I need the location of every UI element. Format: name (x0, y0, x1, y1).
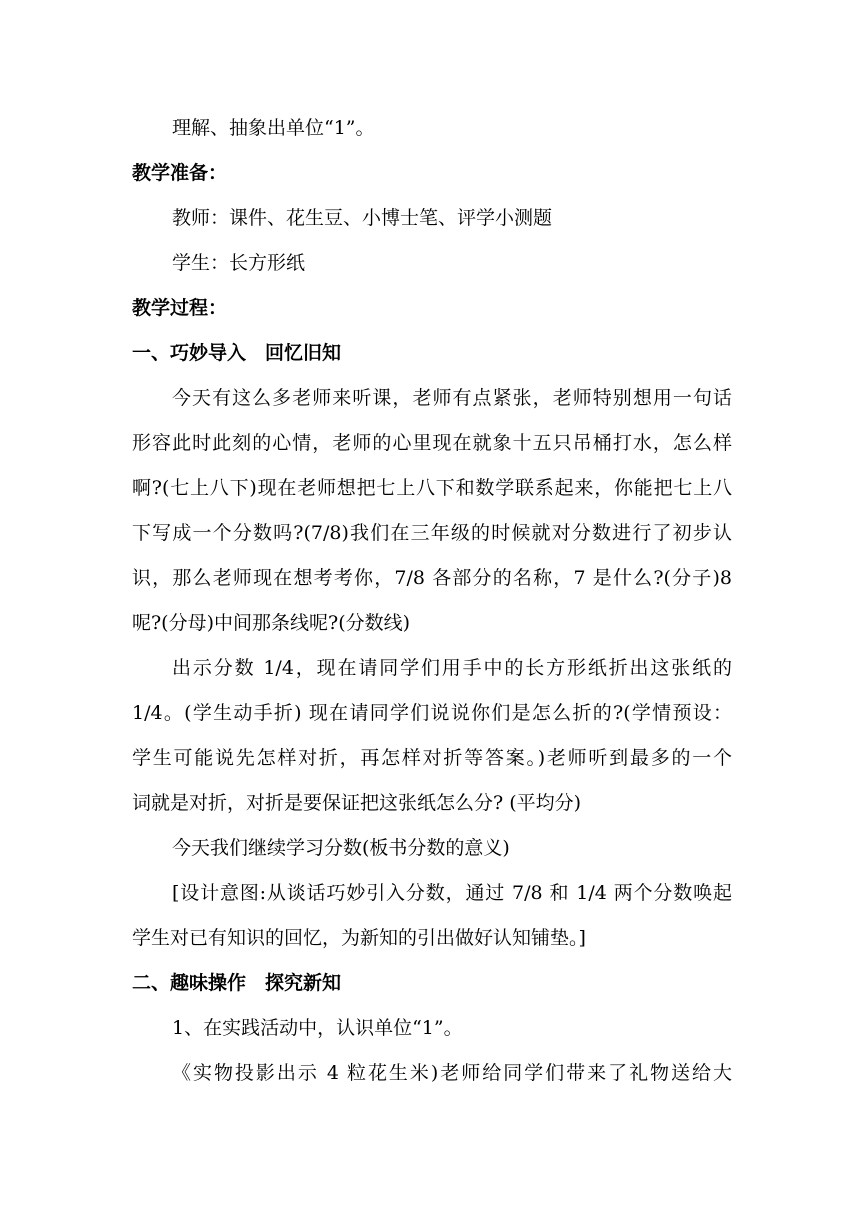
design-intent-line: [设计意图:从谈话巧妙引入分数，通过 7/8 和 1/4 两个分数唤起 (172, 882, 732, 904)
paragraph-line: 学生：长方形纸 (172, 252, 306, 274)
section-heading-teaching-preparation: 教学准备： (132, 162, 228, 184)
paragraph-line: 理解、抽象出单位“1”。 (172, 117, 375, 139)
section-heading-teaching-process: 教学过程： (132, 297, 228, 319)
paragraph-line: 出示分数 1/4，现在请同学们用手中的长方形纸折出这张纸的 (172, 657, 732, 679)
paragraph-line: 1、在实践活动中，认识单位“1”。 (172, 1017, 463, 1039)
paragraph-line: 《实物投影出示 4 粒花生米)老师给同学们带来了礼物送给大 (172, 1062, 732, 1084)
design-intent-line: 学生对已有知识的回忆，为新知的引出做好认知铺垫。] (132, 927, 586, 949)
section-heading-intro: 一、巧妙导入 回忆旧知 (132, 342, 342, 364)
paragraph-line: 学生可能说先怎样对折，再怎样对折等答案。)老师听到最多的一个 (132, 747, 732, 769)
paragraph-line: 词就是对折，对折是要保证把这张纸怎么分? (平均分) (132, 792, 582, 814)
paragraph-line: 啊?(七上八下)现在老师想把七上八下和数学联系起来，你能把七上八 (132, 477, 732, 499)
paragraph-line: 呢?(分母)中间那条线呢?(分数线) (132, 612, 411, 634)
paragraph-line: 下写成一个分数吗?(7/8)我们在三年级的时候就对分数进行了初步认 (132, 522, 732, 544)
section-heading-exploration: 二、趣味操作 探究新知 (132, 972, 342, 994)
paragraph-line: 识，那么老师现在想考考你，7/8 各部分的名称，7 是什么?(分子)8 (132, 567, 732, 589)
paragraph-line: 1/4。(学生动手折) 现在请同学们说说你们是怎么折的?(学情预设： (132, 702, 732, 724)
paragraph-line: 今天有这么多老师来听课，老师有点紧张，老师特别想用一句话 (172, 387, 732, 409)
paragraph-line: 教师：课件、花生豆、小博士笔、评学小测题 (172, 207, 553, 229)
paragraph-line: 形容此时此刻的心情，老师的心里现在就象十五只吊桶打水，怎么样 (132, 432, 732, 454)
paragraph-line: 今天我们继续学习分数(板书分数的意义) (172, 837, 510, 859)
